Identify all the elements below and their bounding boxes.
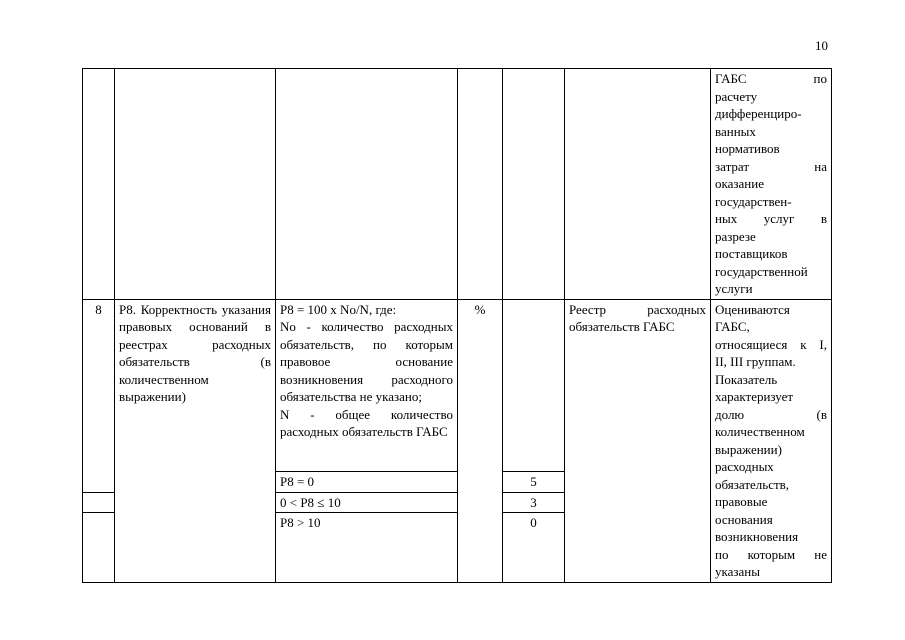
notes-line: по которым не [715, 546, 827, 562]
score-points: 0 [503, 513, 565, 582]
notes-line: государствен- [715, 193, 792, 209]
notes-line: разрезе [715, 228, 756, 244]
score-number-empty [83, 513, 115, 582]
notes-line: дифференциро- [715, 106, 802, 121]
cont-unit-cell [458, 69, 503, 300]
score-condition: Р8 = 0 [276, 472, 458, 493]
notes-line: обязательств, [715, 476, 790, 492]
indicator-score-empty [503, 299, 565, 472]
indicator-unit: % [458, 299, 503, 582]
notes-line: ных услуг в [715, 211, 827, 226]
cont-notes-cell [711, 69, 832, 300]
score-points: 3 [503, 492, 565, 513]
notes-line: возникновения [715, 529, 799, 544]
notes-line: основания [715, 511, 773, 527]
notes-line: выражении) [715, 441, 782, 457]
notes-line: расходных [715, 459, 774, 474]
indicator-formula-desc-no: No - количество расходных обязательств, по которым правовое основание возникновения расходного обязательства не указано; [280, 319, 453, 404]
indicators-table [82, 68, 832, 583]
indicator-formula-desc-n: N - общее количество расходных обязательств ГАБС [280, 406, 453, 439]
indicator-source: Реестр расходных обязательств ГАБС [565, 299, 711, 582]
notes-line: ГАБС по [715, 71, 827, 86]
indicator-notes [711, 299, 832, 582]
notes-line: оказание [715, 176, 764, 191]
notes-line: государственной [715, 263, 808, 279]
notes-line: нормативов [715, 141, 780, 156]
notes-line: долю (в [715, 406, 827, 422]
notes-line: Оцениваются [715, 301, 790, 317]
score-condition: 0 < Р8 ≤ 10 [276, 492, 458, 513]
notes-line: количественном [715, 424, 805, 439]
notes-line: Показатель [715, 371, 778, 387]
notes-line: правовые [715, 494, 768, 509]
notes-line: услуги [715, 281, 753, 296]
indicator-formula: Р8 = 100 x No/N, где: [280, 301, 397, 317]
notes-line: ГАБС, [715, 319, 750, 334]
notes-line: относящиеся к I, [715, 336, 827, 352]
notes-line: характеризует [715, 389, 794, 404]
indicator-row [83, 299, 832, 472]
cont-score-cell [503, 69, 565, 300]
notes-line: затрат на [715, 158, 827, 174]
notes-line: поставщиков [715, 246, 788, 261]
indicator-name: Р8. Корректность указания правовых оснований в реестрах расходных обязательств (в количественном выражении) [115, 299, 276, 582]
indicator-number: 8 [83, 299, 115, 492]
cont-name-cell [115, 69, 276, 300]
cont-formula-cell [276, 69, 458, 300]
score-condition: Р8 > 10 [276, 513, 458, 582]
page-number: 10 [815, 38, 828, 53]
cont-number-cell [83, 69, 115, 300]
notes-line: расчету [715, 88, 758, 104]
score-points: 5 [503, 472, 565, 493]
notes-line: II, III группам. [715, 354, 796, 369]
indicator-formula-cell [276, 299, 458, 472]
continuation-row [83, 69, 832, 300]
notes-line: указаны [715, 564, 760, 579]
notes-line: ванных [715, 123, 756, 139]
cont-source-cell [565, 69, 711, 300]
score-number-empty [83, 492, 115, 513]
